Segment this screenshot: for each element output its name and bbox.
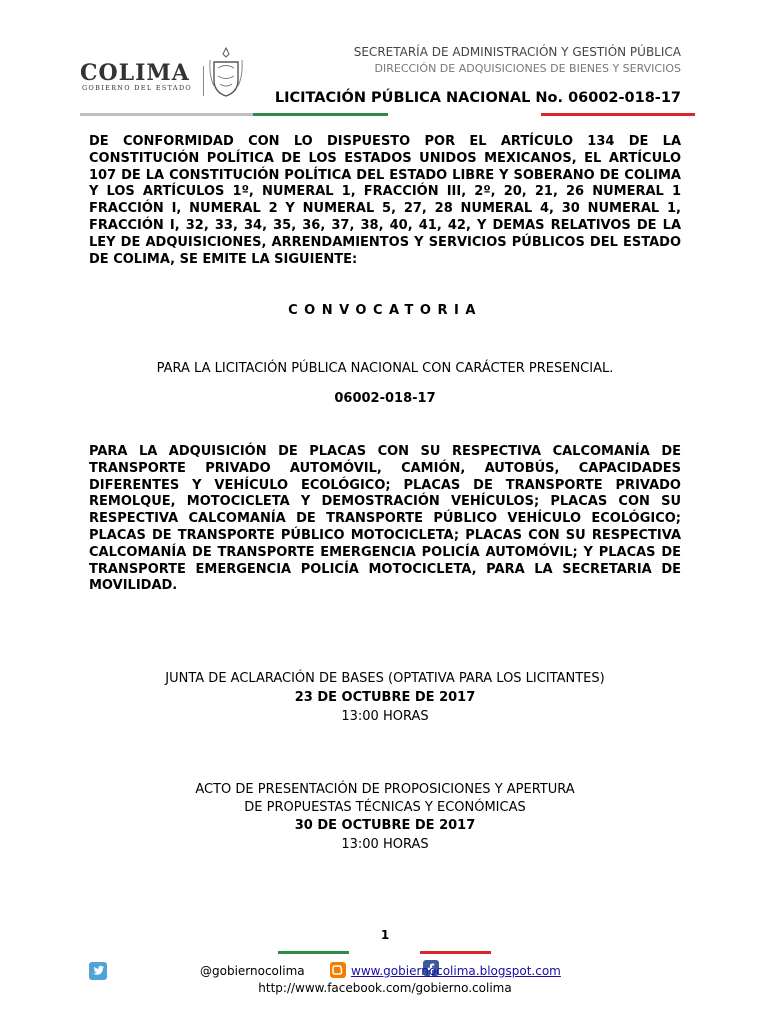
acto-line1: ACTO DE PRESENTACIÓN DE PROPOSICIONES Y APERTURA — [195, 782, 575, 797]
convocatoria-heading: CONVOCATORIA — [288, 303, 482, 318]
licitacion-title: LICITACIÓN PÚBLICA NACIONAL No. 06002-018-17 — [274, 90, 681, 106]
secretaria-heading: SECRETARÍA DE ADMINISTRACIÓN Y GESTIÓN PÚBLICA — [353, 45, 681, 59]
junta-title: JUNTA DE ACLARACIÓN DE BASES (OPTATIVA PARA LOS LICITANTES) — [165, 671, 605, 686]
logo-name: COLIMA — [80, 60, 190, 86]
facebook-url[interactable]: http://www.facebook.com/gobierno.colima — [258, 981, 512, 995]
header-color-bar — [80, 113, 695, 116]
junta-date: 23 DE OCTUBRE DE 2017 — [294, 690, 476, 705]
licitacion-number: 06002-018-17 — [334, 391, 436, 406]
blogger-icon[interactable] — [330, 962, 346, 978]
logo-subtitle: GOBIERNO DEL ESTADO — [82, 84, 193, 92]
licitacion-type: PARA LA LICITACIÓN PÚBLICA NACIONAL CON CARÁCTER PRESENCIAL. — [156, 361, 614, 376]
blog-link[interactable]: www.gobiernocolima.blogspot.com — [351, 964, 561, 978]
state-seal-icon — [208, 46, 244, 98]
acto-line2: DE PROPUESTAS TÉCNICAS Y ECONÓMICAS — [244, 800, 526, 815]
adquisicion-paragraph: PARA LA ADQUISICIÓN DE PLACAS CON SU RESPECTIVA CALCOMANÍA DE TRANSPORTE PRIVADO AUTOMÓVIL, CAMIÓN, AUTOBÚS, CAPACIDADES DIFERENTES Y VEHÍCULO ECOLÓGICO; PLACAS DE TRANSPORTE PRIVADO REMOLQUE, MOTOCICLETA Y DEMOSTRACIÓN VEHÍCULOS; PLACAS CON SU RESPECTIVA CALCOMANÍA DE TRANSPORTE PÚBLICO VEHÍCULO ECOLÓGICO; PLACAS DE TRANSPORTE PÚBLICO MOTOCICLETA; PLACAS CON SU RESPECTIVA CALCOMANÍA DE TRANSPORTE EMERGENCIA POLICÍA AUTOMÓVIL; Y PLACAS DE TRANSPORTE EMERGENCIA POLICÍA MOTOCICLETA, PARA LA SECRETARIA DE MOVILIDAD. — [89, 444, 681, 594]
acto-time: 13:00 HORAS — [341, 837, 429, 852]
intro-paragraph: DE CONFORMIDAD CON LO DISPUESTO POR EL ARTÍCULO 134 DE LA CONSTITUCIÓN POLÍTICA DE LOS ESTADOS UNIDOS MEXICANOS, EL ARTÍCULO 107 DE LA CONSTITUCIÓN POLÍTICA DEL ESTADO LIBRE Y SOBERANO DE COLIMA Y LOS ARTÍCULOS 1º, NUMERAL 1, FRACCIÓN III, 2º, 20, 21, 26 NUMERAL 1 FRACCIÓN I, NUMERAL 2 Y NUMERAL 5, 27, 28 NUMERAL 4, 30 NUMERAL 1, FRACCIÓN I, 32, 33, 34, 35, 36, 37, 38, 40, 41, 42, Y DEMAS RELATIVOS DE LA LEY DE ADQUISICIONES, ARRENDAMIENTOS Y SERVICIOS PÚBLICOS DEL ESTADO DE COLIMA, SE EMITE LA SIGUIENTE: — [89, 134, 681, 267]
footer-color-bar — [278, 951, 491, 954]
twitter-handle[interactable]: @gobiernocolima — [200, 964, 305, 978]
logo-divider — [203, 66, 204, 96]
twitter-icon[interactable] — [89, 962, 107, 980]
direccion-heading: DIRECCIÓN DE ADQUISICIONES DE BIENES Y SERVICIOS — [374, 62, 681, 75]
junta-time: 13:00 HORAS — [341, 709, 429, 724]
acto-date: 30 DE OCTUBRE DE 2017 — [294, 818, 476, 833]
page-number: 1 — [380, 928, 390, 942]
